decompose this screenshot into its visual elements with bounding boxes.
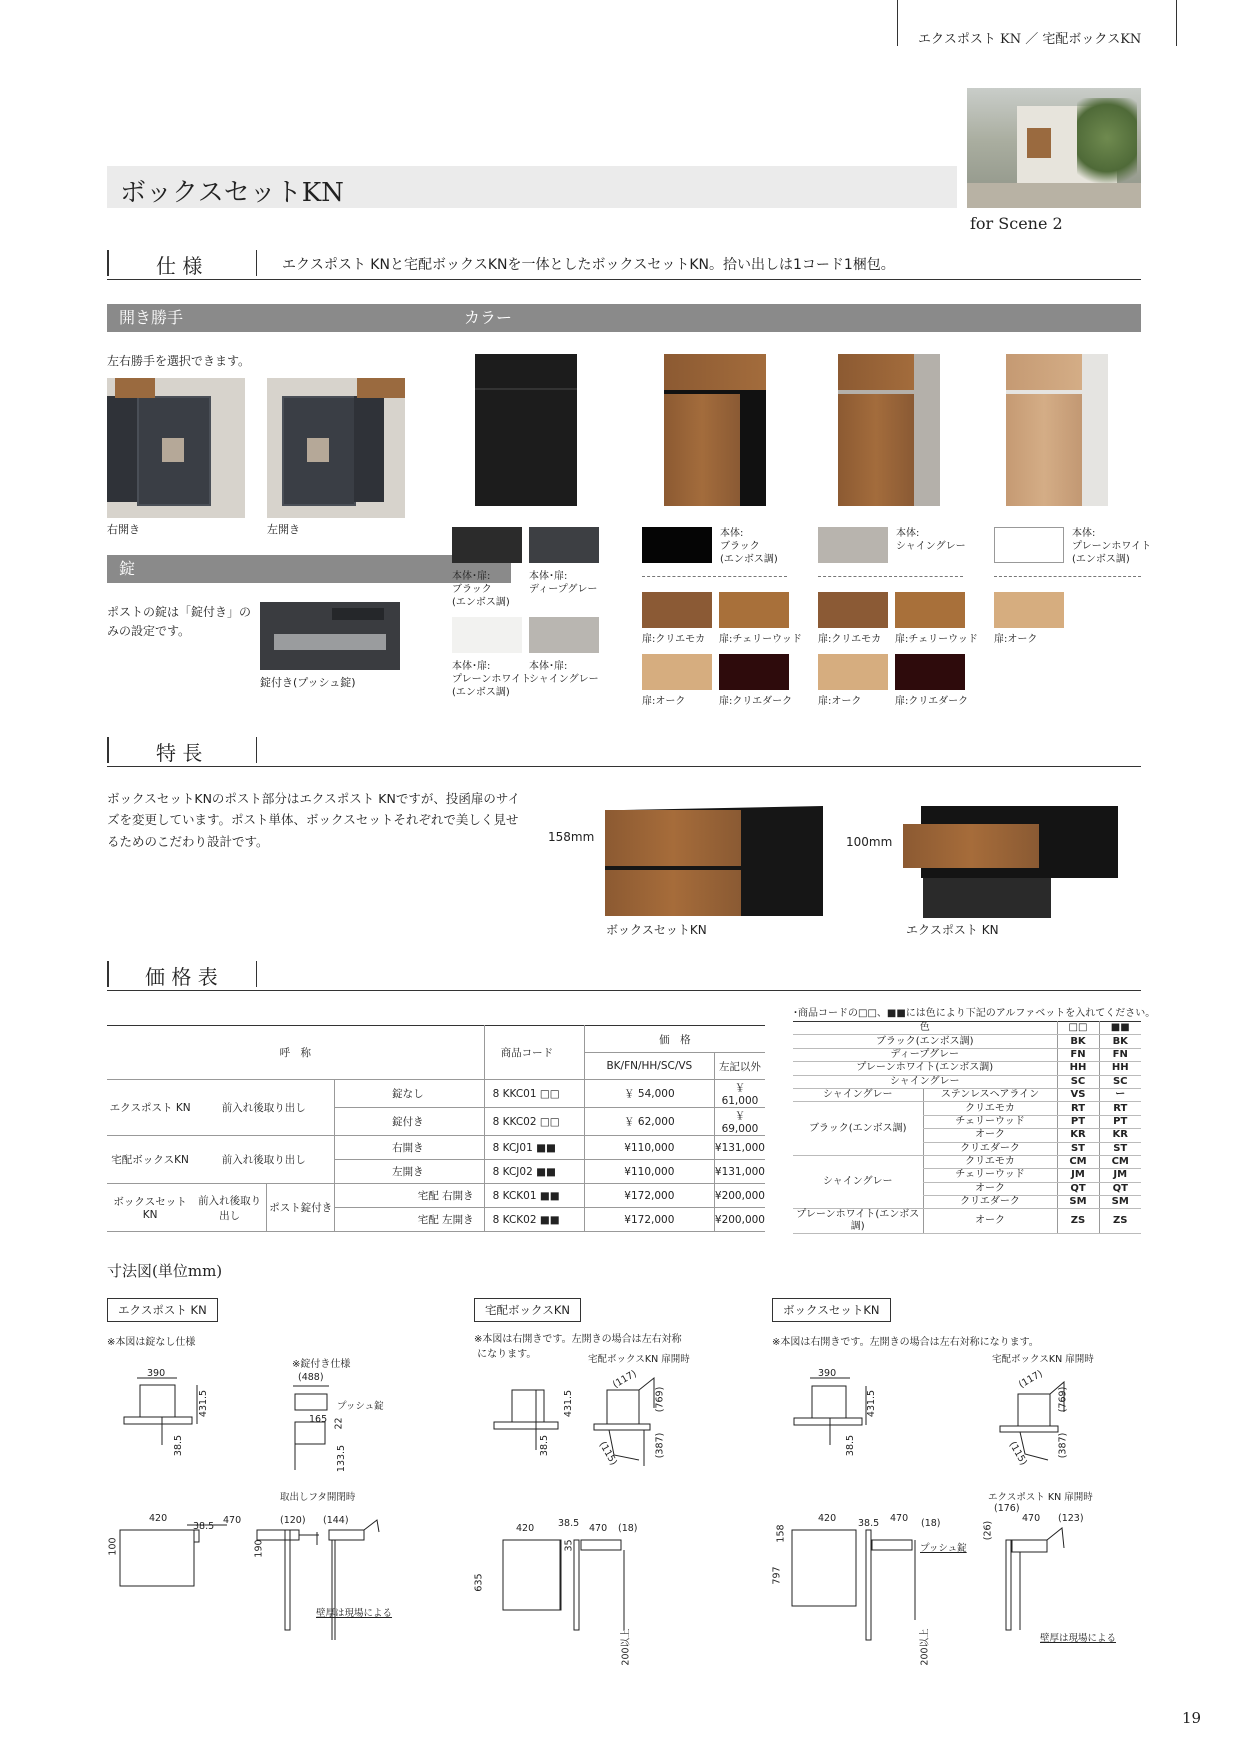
header-divider-left [897,0,898,46]
dim-38f: 38.5 [858,1518,880,1529]
col-code: 商品コード [484,1026,584,1080]
dim-431: 431.5 [198,1389,210,1418]
dim-431b: 431.5 [563,1389,575,1418]
post-dim: 100mm [846,835,893,849]
dim-123: (123) [1058,1513,1084,1524]
price-table-wrap [107,1025,765,1232]
product-black-wood [664,354,766,506]
table-row: プレーンホワイト(エンボス調) HH HH [793,1062,1141,1075]
swatch-body-shinegray-label: 本体: シャイングレー [896,528,966,552]
dim-470: 470 [223,1515,242,1526]
dim-35: 35 [563,1539,575,1552]
dim-120: (120) [280,1515,306,1526]
dim-panel-1-note: ※本図は錠なし仕様 [107,1337,196,1348]
price-heading-bar2 [256,961,257,987]
swatch-body-shinegray [818,527,888,563]
swatch-door-oak [642,654,712,690]
table-row: 宅配 左開き 8 KCK02 ■■ ¥172,000 ¥200,000 [107,1208,765,1232]
dim-22: 22 [333,1417,345,1430]
dim-420c: 420 [818,1513,837,1524]
table-row: エクスポスト KN 前入れ後取り出し 錠なし 8 KKC01 □□ ￥ 54,000 ￥ 61,000 [107,1080,765,1108]
swatch-door-mocha-label: 扉:クリエモカ [818,634,882,645]
swatch-door-cherry-label: 扉:チェリーウッド [719,634,802,645]
lock-caption: 錠付き(プッシュ錠) [260,676,356,689]
table-row: 左開き 8 KCJ02 ■■ ¥110,000 ¥131,000 [107,1160,765,1184]
dim-100: 100 [107,1537,119,1556]
table-row: シャイングレー ステンレスヘアライン VS ー [793,1088,1141,1101]
hinge-heading: 開き勝手 [107,304,511,332]
swatch-door-oak-label: 扉:オーク [642,696,686,707]
swatch-door-cherry [895,592,965,628]
swatch-door-mocha-label: 扉:クリエモカ [642,634,706,645]
dim-200: 200以上 [620,1628,632,1666]
dim-panel-2-note: ※本図は右開きです。左開きの場合は左右対称 になります。 [474,1334,682,1360]
header-title: エクスポスト KN ／ 宅配ボックスKN [918,32,1142,47]
swatch-door-oak-label: 扉:オーク [994,634,1038,645]
spec-heading: 仕 様 [156,254,203,278]
dim-420b: 420 [516,1523,535,1534]
dim-431c: 431.5 [866,1389,878,1418]
color-code-table: 色 □□ ■■ ブラック(エンボス調) BK BK ディープグレー FN FN プレーンホワイト(エンボス調) HH HH シャイングレー SC SC シャイングレー ステンレスヘアライン VS ー ブラック(エンボス調) クリエモカ RT RT チェリーウッド PT PT オーク KR KR クリエダーク ST ST シャイングレー クリエモカ CM CM チェリーウッド JM JM オーク QT QT クリエダーク SM SM プレーンホワイト(エンボス調) オーク ZS ZS [793,1021,1141,1234]
lid-open-label: 取出しフタ開閉時 [280,1492,356,1503]
price-heading-bar [107,961,109,987]
post-caption: エクスポスト KN [906,923,999,937]
swatch-post-shinegray [529,617,599,653]
dim-26: (26) [982,1520,994,1541]
spec-text: エクスポスト KNと宅配ボックスKNを一体としたボックスセットKN。拾い出しは1コード1梱包。 [282,257,895,273]
dim-115b: (115) [1006,1439,1029,1468]
table-row: ブラック(エンボス調) クリエモカ RT RT [793,1102,1141,1115]
color-code-note: ･商品コードの□□、■■には色により下記のアルファベットを入れてください。 [793,1008,1156,1019]
swatch-post-white [452,617,522,653]
boxset-dim: 158mm [548,830,595,844]
spec-heading-bar2 [256,250,257,276]
swatch-door-cherry-label: 扉:チェリーウッド [895,634,978,645]
swatch-door-mocha [818,592,888,628]
wall-label-1: 壁厚は現場による [316,1608,393,1619]
divider [642,576,787,577]
door-open-label-1: 宅配ボックスKN 扉開時 [588,1354,690,1365]
dim-797: 797 [771,1566,783,1585]
swatch-post-shinegray-label: 本体･扉: シャイングレー [529,661,599,685]
swatch-body-black [642,527,712,563]
table-row: クリエダーク SM SM [793,1196,1141,1209]
hinge-right-photo [107,378,245,518]
swatch-body-white [994,527,1064,563]
push-lock-label-2: プッシュ錠 [920,1543,967,1554]
table-row: シャイングレー クリエモカ CM CM [793,1155,1141,1168]
divider [994,576,1141,577]
dim-panel-1-title: エクスポスト KN [107,1298,218,1322]
swatch-door-oak [994,592,1064,628]
col-price-1: BK/FN/HH/SC/VS [584,1053,714,1080]
hinge-desc: 左右勝手を選択できます。 [107,354,251,368]
features-heading-bar2 [256,737,257,763]
table-row: オーク QT QT [793,1182,1141,1195]
dim-470d: 470 [1022,1513,1041,1524]
dim-769: (769) [654,1386,666,1413]
swatch-body-white-label: 本体: プレーンホワイト (エンボス調) [1072,528,1152,565]
dim-38d: 38.5 [558,1518,580,1529]
col-price-2: 左記以外 [714,1053,765,1080]
scene-photo [967,88,1141,208]
dim-115: (115) [596,1439,619,1468]
dim-158: 158 [775,1524,787,1543]
dim-200b: 200以上 [919,1628,931,1666]
price-table [107,1025,765,1232]
swatch-post-black-label: 本体･扉: ブラック (エンボス調) [452,571,510,608]
table-row: チェリーウッド JM JM [793,1169,1141,1182]
lock-desc: ポストの錠は「錠付き」のみの設定です。 [107,605,252,639]
dim-387: (387) [654,1432,666,1459]
header-divider-right [1176,0,1177,46]
lock-heading: 錠 [107,555,511,583]
table-row: ディープグレー FN FN [793,1048,1141,1061]
features-rule [107,766,1141,767]
table-row: オーク KR KR [793,1129,1141,1142]
boxset-render [605,806,823,916]
table-row: プレーンホワイト(エンボス調) オーク ZS ZS [793,1209,1141,1234]
swatch-door-oak-label: 扉:オーク [818,696,862,707]
table-row: ブラック(エンボス調) BK BK [793,1035,1141,1048]
dim-117: (117) [610,1368,639,1391]
dim-144: (144) [323,1515,349,1526]
swatch-post-deepgray-label: 本体･扉: ディープグレー [529,571,598,595]
dim-panel-3-title: ボックスセットKN [772,1298,891,1322]
swatch-door-oak [818,654,888,690]
swatch-door-dark-label: 扉:クリエダーク [895,696,969,707]
table-row: 錠付き 8 KKC02 □□ ￥ 62,000 ￥ 69,000 [107,1108,765,1136]
swatch-door-dark [719,654,789,690]
dim-635: 635 [473,1573,485,1592]
table-row: シャイングレー SC SC [793,1075,1141,1088]
hinge-left-label: 左開き [267,523,300,536]
dim-165: 165 [309,1414,328,1425]
swatch-body-black-label: 本体: ブラック (エンボス調) [720,528,778,565]
lock-photo [260,602,400,670]
features-heading-bar [107,737,109,763]
dim-390: 390 [147,1368,166,1379]
col-name: 呼 称 [107,1026,484,1080]
scene-caption: for Scene 2 [970,214,1063,233]
price-heading: 価 格 表 [145,965,218,989]
table-row: ボックスセットKN 前入れ後取り出し ポスト錠付き 宅配 右開き 8 KCK01 ■■ ¥172,000 ¥200,000 [107,1184,765,1208]
dim-18b: (18) [921,1518,941,1529]
spec-rule [107,279,1141,280]
hinge-left-photo [267,378,405,518]
dim-390b: 390 [818,1368,837,1379]
swatch-post-white-label: 本体･扉: プレーンホワイト (エンボス調) [452,661,532,698]
dim-38e: 38.5 [845,1434,857,1457]
swatch-door-dark-label: 扉:クリエダーク [719,696,793,707]
dim-117b: (117) [1016,1368,1045,1391]
post-open-label: エクスポスト KN 扉開時 [988,1492,1093,1503]
features-text: ボックスセットKNのポスト部分はエクスポスト KNですが、投函扉のサイズを変更しています。ポスト単体、ボックスセットそれぞれで美しく見せるためのこだわり設計です。 [107,791,520,849]
dim-panel-2-title: 宅配ボックスKN [474,1298,581,1322]
dim-420: 420 [149,1513,168,1524]
page-title: ボックスセットKN [120,178,344,208]
hinge-right-label: 右開き [107,523,140,536]
dim-drawing-3 [772,1350,1102,1670]
dim-133: 133.5 [336,1444,348,1473]
divider [818,576,963,577]
dim-38c: 38.5 [539,1434,551,1457]
wall-label-2: 壁厚は現場による [1040,1633,1117,1644]
col-price: 価 格 [584,1026,765,1053]
post-render [903,806,1118,921]
page-number: 19 [1182,1709,1202,1727]
dim-panel-3-note: ※本図は右開きです。左開きの場合は左右対称になります。 [772,1337,1039,1348]
features-heading: 特 長 [156,741,203,765]
swatch-post-deepgray [529,527,599,563]
dim-38: 38.5 [173,1434,185,1457]
dim-18: (18) [618,1523,638,1534]
dim-190: 190 [253,1539,265,1558]
boxset-caption: ボックスセットKN [606,923,707,937]
push-lock-label: プッシュ錠 [337,1401,384,1412]
product-black [475,354,577,506]
table-row: 宅配ボックスKN 前入れ後取り出し 右開き 8 KCJ01 ■■ ¥110,000 ¥131,000 [107,1136,765,1160]
dim-387b: (387) [1057,1432,1069,1459]
swatch-post-black [452,527,522,563]
swatch-door-cherry [719,592,789,628]
dim-38b: 38.5 [193,1521,215,1532]
dim-769b: (769) [1057,1386,1069,1413]
color-code-table-wrap [793,1021,1141,1234]
spec-heading-bar [107,250,109,276]
color-heading: カラー [452,304,1141,332]
dimensions-heading: 寸法図(単位mm) [107,1262,223,1280]
table-row: チェリーウッド PT PT [793,1115,1141,1128]
swatch-door-dark [895,654,965,690]
dim-470c: 470 [890,1513,909,1524]
product-white-oak [1006,354,1108,506]
dim-176: (176) [994,1503,1020,1514]
dim-488: (488) [298,1372,324,1383]
price-rule [107,990,1141,991]
product-gray-wood [838,354,940,506]
dim-470b: 470 [589,1523,608,1534]
lock-spec-label: ※錠付き仕様 [292,1359,351,1370]
table-row: クリエダーク ST ST [793,1142,1141,1155]
swatch-door-mocha [642,592,712,628]
door-open-label-2: 宅配ボックスKN 扉開時 [992,1354,1094,1365]
